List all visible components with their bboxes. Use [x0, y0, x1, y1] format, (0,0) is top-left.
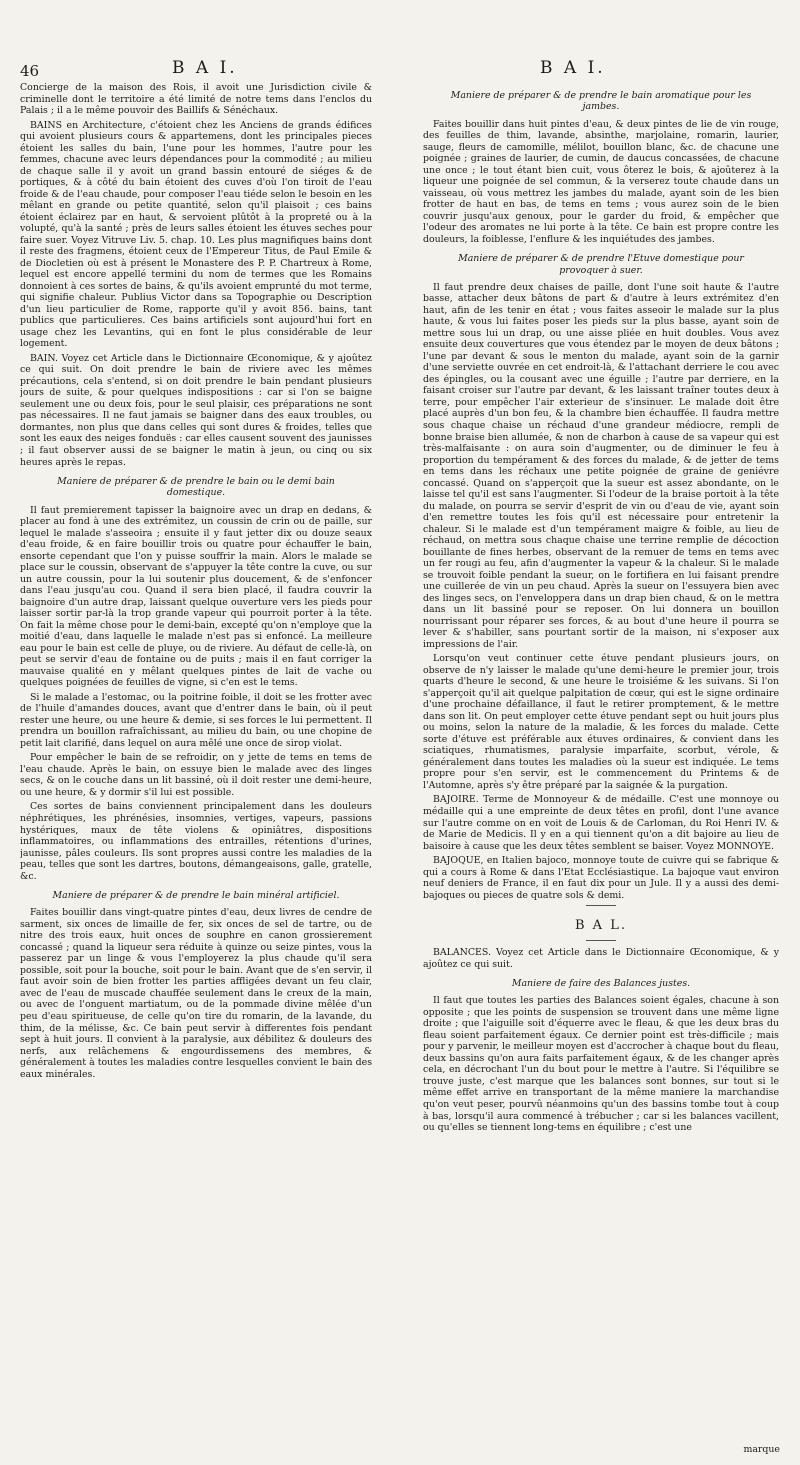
- heading-etuve-domestique: Maniere de préparer & de prendre l'Etuve domestique pour provoquer à suer.: [458, 253, 744, 276]
- page-number: 46: [20, 62, 40, 80]
- heading-bain-domestique: Maniere de préparer & de prendre le bain ou le demi bain domestique.: [57, 476, 335, 499]
- paragraph-refroidir: Pour empêcher le bain de se refroidir, on y jette de tems en tems de l'eau chaude. Après le bain, on essuye bien le malade avec des linges secs, & on le couche dans un lit bassiné, où il doit rester une demi-heure, ou une heure, & y dormir s'il lui est possible.: [20, 752, 372, 798]
- catchword: marque: [743, 1444, 780, 1455]
- heading-bain-aromatique: Maniere de préparer & de prendre le bain aromatique pour les jambes.: [450, 90, 752, 113]
- paragraph-balances: BALANCES. Voyez cet Article dans le Dictionnaire Œconomique, & y ajoûtez ce qui suit.: [423, 947, 779, 970]
- section-rule-bottom: [586, 940, 616, 941]
- paragraph-malade-estomac: Si le malade a l'estomac, ou la poitrine foible, il doit se les frotter avec de l'huile d'amandes douces, avant que d'entrer dans le bain, où il peut rester une heure, ou une heure & demie, si ses forces le lui permettent. Il prendra un bouillon rafraîchissant, au milieu du bain, ou une chopine de petit lait clarifié, dans lequel on aura mêlé une once de sirop violat.: [20, 691, 372, 749]
- paragraph-bain-domestique: Il faut premierement tapisser la baignoire avec un drap en dedans, & placer au fond à une des extrémitez, un coussin de crin ou de paille, sur lequel le malade s'asseoira ; ensuite il y faut jetter dix ou douze seaux d'eau froide, & en faire bouillir trois ou quatre pour échauffer le bain, ensorte cependant que l'on y puisse souffrir la main. Alors le malade se place sur le coussin, observant de s'appuyer la tête contre la cuve, ou sur un autre coussin, pour la lui soutenir plus doucement, & de s'enfoncer dans l'eau jusqu'au cou. Quand il sera bien placé, il faudra couvrir la baignoire d'un autre drap, laissant quelque ouverture vers les pieds pour laisser sortir par-là la trop grande vapeur qui pourroit porter à la tête. On fait la même chose pour le demi-bain, excepté qu'on n'employe que la moitié d'eau, dans laquelle le malade n'est pas si enfoncé. La meilleure eau pour le bain est celle de pluye, ou de riviere. Au défaut de celle-là, on peut se servir d'eau de fontaine ou de puits ; mais il en faut corriger la mauvaise qualité en y mêlant quelques pintes de lait de vache ou quelques poignées de feuilles de vigne, si c'en est le tems.: [20, 504, 372, 689]
- running-head-left: B A I.: [172, 58, 238, 78]
- paragraph-bains-architecture: BAINS en Architecture, c'étoient chez les Anciens de grands édifices qui avoient plusieurs cours & appartemens, dont les principales pieces étoient les salles du bain, l'une pour les hommes, l'autre pour les femmes, chacune avec leurs dépendances pour la commodité ; au milieu de chaque salle il y avoit un grand bassin entouré de siéges & de portiques, & à côté du bain étoient des cuves d'où l'on tiroit de l'eau froide & de l'eau chaude, pour composer l'eau tiéde selon le besoin en les mêlant en grande ou petite quantité, selon qu'il plaisoit ; ces bains étoient éclairez par en haut, & servoient plûtôt à la propreté ou à la volupté, qu'à la santé ; près de leurs salles étoient les étuves seches pour faire suer. Voyez Vitruve Liv. 5. chap. 10. Les plus magnifiques bains dont il reste des fragmens, étoient ceux de l'Empereur Titus, de Paul Emile & de Diocletien où est à présent le Monastere des P. P. Chartreux à Rome, lequel est encore appellé termini du nom de termes que les Romains donnoient à ces sortes de bains, & qu'ils avoient emprunté du mot terme, qui signifie chaleur. Publius Victor dans sa Topographie ou Description d'un lieu particulier de Rome, rapporte qu'il y avoit 856. bains, tant publics que particulieres. Ces bains artificiels sont aujourd'hui fort en usage chez les Levantins, qui en font le plus considérable de leur logement.: [20, 119, 372, 350]
- paragraph-balances-justes: Il faut que toutes les parties des Balances soient égales, chacune à son opposite ; que les points de suspension se trouvent dans une même ligne droite ; que l'aiguille soit d'équerre avec le fleau, & que les deux bras du fleau soient parfaitement égaux. Ce dernier point est très-difficile ; mais pour y parvenir, le meilleur moyen est d'accrocher à chaque bout du fleau, deux bassins qu'on aura faits parfaitement égaux, & de les changer après cela, en décrochant l'un du bout pour le mettre à l'autre. Si l'équilibre se trouve juste, c'est marque que les balances sont bonnes, sur tout si le même effet arrive en transportant de la même maniere la marchandise qu'on veut peser, pourvû néanmoins qu'un des bassins tombe tout à coup à bas, lorsqu'il aura commencé à trébucher ; car si les balances vacillent, ou qu'elles se tiennent long-tems en équilibre ; c'est une: [423, 995, 779, 1134]
- section-heading-bal: B A L.: [575, 918, 627, 934]
- paragraph-bain-mineral: Faites bouillir dans vingt-quatre pintes d'eau, deux livres de cendre de sarment, six onces de limaille de fer, six onces de sel de tartre, ou de nitre des trois eaux, huit onces de souphre en canon grossierement concassé ; quand la liqueur sera réduite à quinze ou seize pintes, vous la passerez par un linge & vous l'employerez la plus chaude qu'il sera possible, soit pour la bouche, soit pour le bain. Avant que de s'en servir, il faut avoir soin de bien frotter les parties affligées devant un feu clair, avec de l'eau de muscade chauffée seulement dans le creux de la main, ou avec de l'onguent martiatum, ou de la pommade divine mêlée d'un peu d'eau spiritueuse, de celle qu'on tire du romarin, de la lavande, du thim, de la mélisse, &c. Ce bain peut servir à differentes fois pendant sept à huit jours. Il convient à la paralysie, aux débilitez & douleurs des nerfs, aux relâchemens & engourdissemens des membres, & généralement à toutes les maladies contre lesquelles convient le bain des eaux minérales.: [20, 907, 372, 1080]
- running-head-right: B A I.: [540, 58, 606, 78]
- paragraph-etuve-continuer: Lorsqu'on veut continuer cette étuve pendant plusieurs jours, on observe de n'y laisser le malade qu'une demi-heure le premier jour, trois quarts d'heure le second, & une heure le troisiéme & les suivans. Si l'on s'apperçoit qu'il ait quelque palpitation de cœur, qui est le signe ordinaire d'une prochaine défaillance, il faut le retirer promptement, & le mettre dans son lit. On peut employer cette étuve pendant sept ou huit jours plus ou moins, selon la nature de la maladie, & les forces du malade. Cette sorte d'étuve est préférable aux étuves ordinaires, & convient dans les sciatiques, rhumatismes, paralysie imparfaite, scorbut, vérole, & généralement dans toutes les maladies où la sueur est indiquée. Le tems propre pour s'en servir, est le commencement du Printems & de l'Automne, après s'y être préparé par la saignée & la purgation.: [423, 653, 779, 791]
- right-column: [423, 82, 779, 1454]
- heading-bain-mineral: Maniere de préparer & de prendre le bain minéral artificiel.: [52, 890, 340, 902]
- section-rule-top: [586, 905, 616, 906]
- paragraph-bain: BAIN. Voyez cet Article dans le Dictionnaire Œconomique, & y ajoûtez ce qui suit. On doit prendre le bain de riviere avec les mêmes précautions, cela s'entend, si on doit prendre le bain pendant plusieurs jours de suite, & pour quelques indispositions : car si l'on se baigne seulement une ou deux fois, pour le seul plaisir, ces préparations ne sont pas nécessaires. Il ne faut jamais se baigner dans des eaux troubles, ou dormantes, non plus que dans celles qui sont dures & froides, telles que sont les eaux des neiges fonduës : car elles causent souvent des jaunisses ; il faut observer aussi de se baigner le matin à jeun, ou cinq ou six heures après le repas.: [20, 352, 372, 468]
- paragraph-bain-aromatique: Faites bouillir dans huit pintes d'eau, & deux pintes de lie de vin rouge, des feuilles de thim, lavande, absinthe, marjolaine, romarin, laurier, sauge, fleurs de camomille, mélilot, bouillon blanc, &c. de chacune une poignée ; graines de laurier, de cumin, de daucus concassées, de chacune une once ; le tout étant bien cuit, vous ôterez le bois, & ajoûterez à la liqueur une poignée de sel commun, & la verserez toute chaude dans un vaisseau, où vous mettrez les jambes du malade, ayant soin de les bien frotter de haut en bas, de tems en tems ; vous aurez soin de le bien couvrir jusqu'aux genoux, pour le garder du froid, & empêcher que l'odeur des aromates ne lui porte à la tête. Ce bain est propre contre les douleurs, la foiblesse, l'enflure & les inquiétudes des jambes.: [423, 118, 779, 245]
- left-column: [20, 82, 372, 1454]
- paragraph-etuve-domestique: Il faut prendre deux chaises de paille, dont l'une soit haute & l'autre basse, attacher deux bâtons de part & d'autre à leurs extrémitez d'en haut, afin de les tenir en état ; vous faites asseoir le malade sur la plus haute, & vous lui faites poser les pieds sur la plus basse, ayant soin de mettre sous lui un drap, ou une aisse pliée en huit doubles. Vous avez ensuite deux couvertures que vous étendez par le moyen de deux bâtons ; l'une par devant & sous le menton du malade, ayant soin de la garnir d'une serviette ouvrée en cet endroit-là, & l'attachant derriere le cou avec des épingles, ou la cousant avec une éguille ; l'autre par derriere, en la faisant croiser sur l'autre par devant, & les laissant traîner toutes deux à terre, pour empêcher l'air exterieur de s'insinuer. Le malade doit être placé auprès d'un bon feu, & la chambre bien échauffée. Il faudra mettre sous chaque chaise un réchaud d'une grandeur médiocre, rempli de bonne braise bien allumée, & non de charbon à cause de sa vapeur qui est très-malfaisante : on aura soin d'augmenter, ou de diminuer le feu à proportion du tempérament & des forces du malade, & de jetter de tems en tems dans les réchaux une petite poignée de graine de geniévre concassé. Quand on s'apperçoit que la sueur est assez abondante, on le laisse tel qu'il est sans l'augmenter. Si l'odeur de la braise portoit à la tête du malade, on pourra se servir d'esprit de vin ou d'eau de vie, ayant soin d'en remettre toutes les fois qu'il est nécessaire pour entretenir la chaleur. Si le malade est d'un tempérament maigre & foible, au lieu de réchaud, on mettra sous chaque chaise une terrine remplie de décoction bouillante de fines herbes, observant de la remuer de tems en tems avec un fer rougi au feu, afin d'augmenter la vapeur & la chaleur. Si le malade se trouvoit foible pendant la sueur, on le fortifiera en lui faisant prendre une cuillerée de vin un peu chaud. Après la sueur on l'essuyera bien avec des linges secs, on l'enveloppera dans un drap bien chaud, & on le mettra dans un lit bassiné pour se reposer. On lui donnera un bouillon nourrissant pour réparer ses forces, & au bout d'une heure il pourra se lever & s'habiller, sans pourtant sortir de la maison, ni s'exposer aux impressions de l'air.: [423, 281, 779, 650]
- paragraph-bajoque: BAJOQUE, en Italien bajoco, monnoye toute de cuivre qui se fabrique & qui a cours à Rome & dans l'Etat Ecclésiastique. La bajoque vaut environ neuf deniers de France, il en faut dix pour un Jule. Il y a aussi des demi-bajoques ou pieces de quatre sols & demi.: [423, 855, 779, 901]
- paragraph-concierge: Concierge de la maison des Rois, il avoit une Jurisdiction civile & criminelle dont le territoire a été limité de notre tems dans l'enclos du Palais ; il a le même pouvoir des Baillifs & Sénéchaux.: [20, 82, 372, 117]
- paragraph-bajoire: BAJOIRE. Terme de Monnoyeur & de médaille. C'est une monnoye ou médaille qui a une empreinte de deux têtes en profil, dont l'une avance sur l'autre comme on en voit de Louis & de Carloman, du Roi Henri IV. & de Marie de Medicis. Il y en a qui tiennent qu'on a dit bajoire au lieu de baisoire à cause que les deux têtes semblent se baiser. Voyez MONNOYE.: [423, 794, 779, 852]
- paragraph-bains-conviennent: Ces sortes de bains conviennent principalement dans les douleurs néphrétiques, les phrénésies, insomnies, vertiges, vapeurs, passions hystériques, maux de tête violens & opiniâtres, dispositions inflammatoires, ou inflammations des entrailles, rétentions d'urines, jaunisse, pâles couleurs. Ils sont propres aussi contre les maladies de la peau, telles que sont les dartres, boutons, démangeaisons, galle, gratelle, &c.: [20, 801, 372, 882]
- heading-balances-justes: Maniere de faire des Balances justes.: [511, 978, 691, 990]
